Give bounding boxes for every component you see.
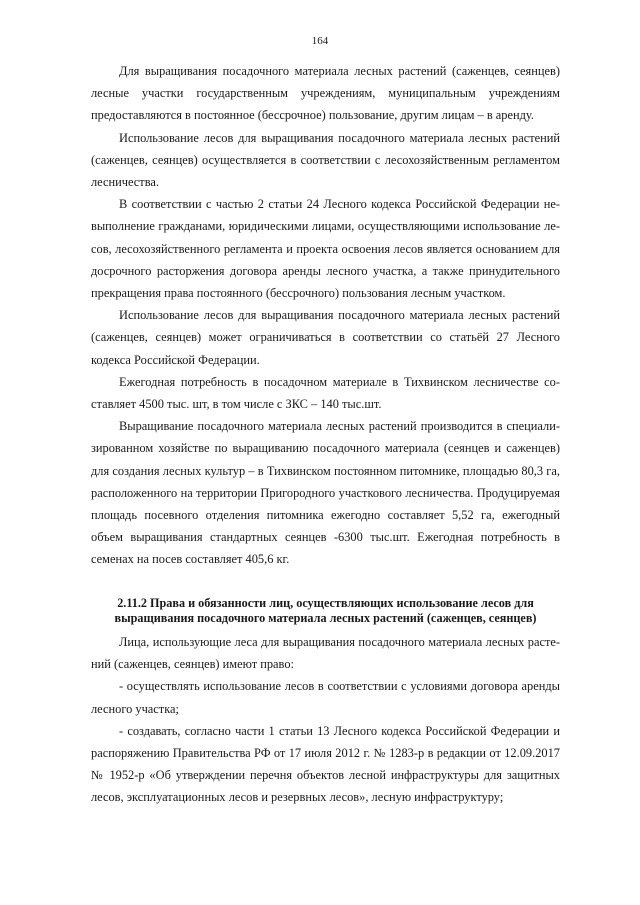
- section-heading-line: выращивания посадочного материала лесных растений (саженцев, сеянцев): [114, 611, 537, 625]
- list-item: - осуществлять использование лесов в соответствии с условиями договора аренды лесного участка;: [91, 679, 560, 716]
- paragraph: Лица, использующие леса для выращивания посадочного материала лесных растений (саженцев, сеянцев) имеют право:: [91, 635, 560, 672]
- paragraph: В соответствии с частью 2 статьи 24 Лесного кодекса Российской Федерации невыполнение гражданами, юридическими лицами, осуществляющими использование лесов, лесохозяйственного регламента и проекта освоения лесов является основанием для досрочного расторжения договора аренды лесного участка, а также принудительного прекращения права постоянного (бессрочного) пользования лесным участком.: [91, 197, 560, 301]
- paragraph: Ежегодная потребность в посадочном материале в Тихвинском лесничестве составляет 4500 тыс. шт, в том числе с ЗКС – 140 тыс.шт.: [91, 374, 560, 412]
- list-item: - создавать, согласно части 1 статьи 13 Лесного кодекса Российской Федерации и распоряжению Правительства РФ от 17 июля 2012 г. № 1283-р в редакции от 12.09.2017 № 1952-р «Об утверждении перечня объектов лесной инфраструктуры для защитных лесов, эксплуатационных лесов и резервных лесов», лесную инфраструктуру;: [91, 723, 560, 805]
- page-number: 164: [311, 35, 329, 47]
- paragraph: Использование лесов для выращивания посадочного материала лесных растений (саженцев, сеянцев) осуществляется в соответствии с лесохозяйственным регламентом лесничества.: [91, 130, 560, 190]
- section-heading-line: 2.11.2 Права и обязанности лиц, осуществляющих использование лесов для: [117, 596, 534, 610]
- paragraph: Выращивание посадочного материала лесных растений производится в специализированном хозяйстве по выращиванию посадочного материала (сеянцев и саженцев) для создания лесных культур – в Тихвинском постоянном питомнике, площадью 80,3 га, расположенного на территории Пригородного участкового лесничества. Продуцируемая площадь посевного отделения питомника ежегодно составляет 5,52 га, ежегодный объем выращивания стандартных сеянцев -6300 тыс.шт. Ежегодная потребность в семенах на посев составляет 405,6 кг.: [91, 419, 560, 567]
- section-heading: [91, 596, 560, 626]
- body-text: [91, 60, 560, 571]
- paragraph: Использование лесов для выращивания посадочного материала лесных растений (саженцев, сеянцев) может ограничиваться в соответствии со статьёй 27 Лесного кодекса Российской Федерации.: [91, 308, 560, 367]
- section-body-text: [91, 631, 560, 809]
- paragraph: Для выращивания посадочного материала лесных растений (саженцев, сеянцев) лесные участки государственным учреждениям, муниципальным учреждениям предоставляются в постоянное (бессрочное) пользование, другим лицам – в аренду.: [91, 64, 560, 123]
